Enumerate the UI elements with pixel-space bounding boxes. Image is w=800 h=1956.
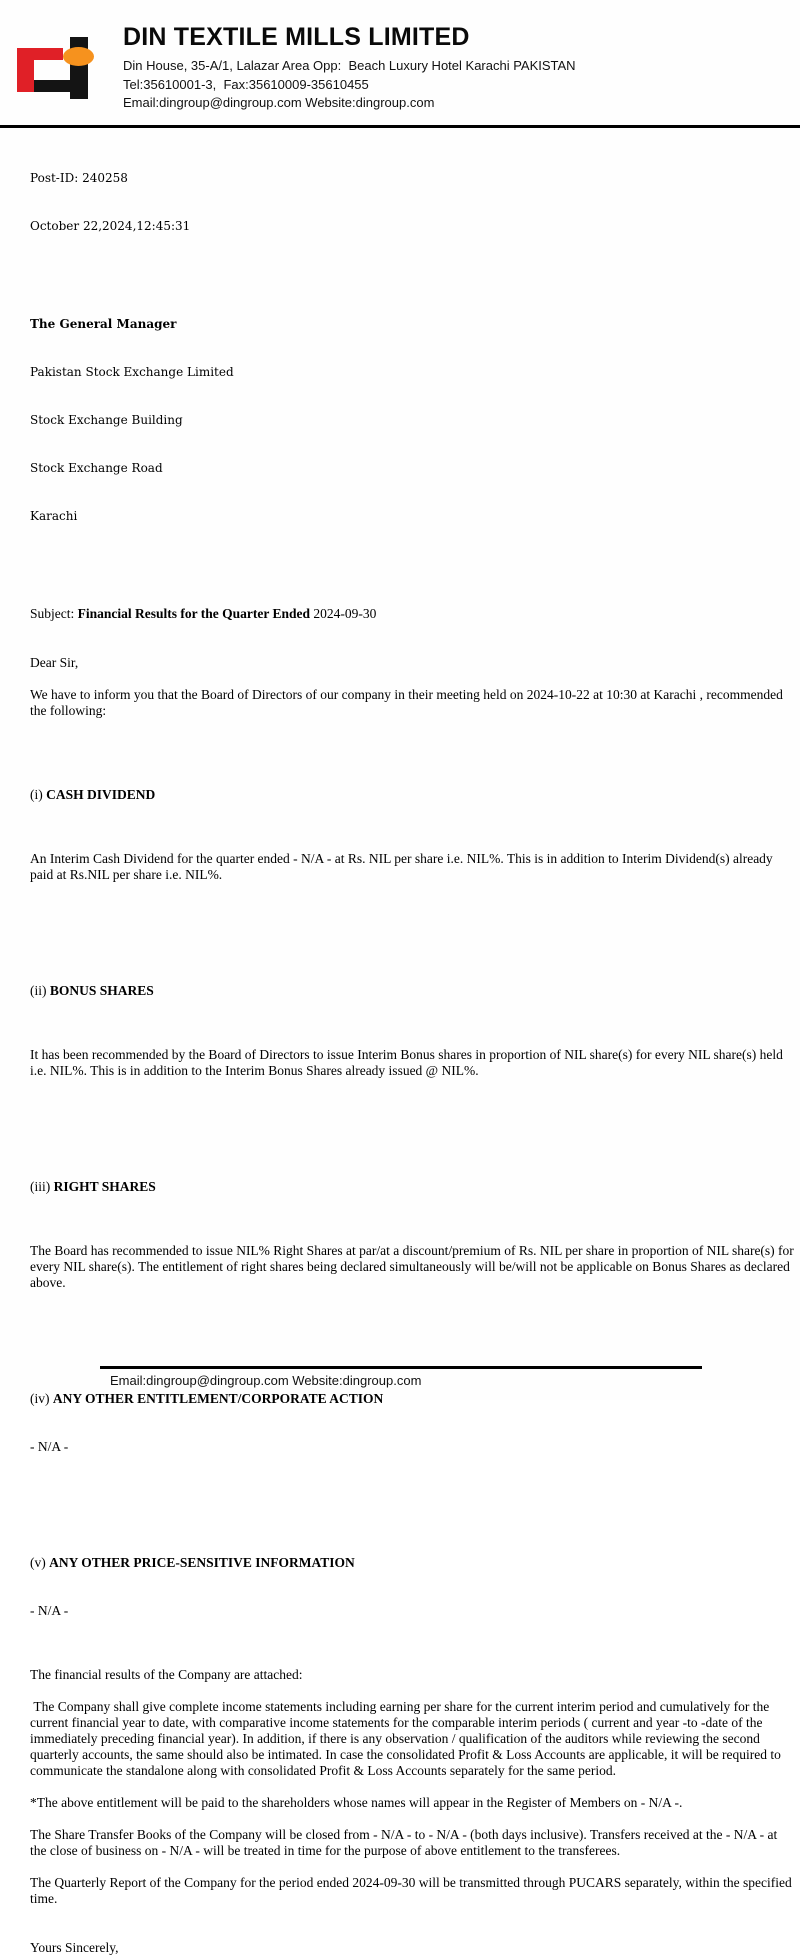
section-heading xyxy=(30,787,797,803)
recipient-line: Pakistan Stock Exchange Limited xyxy=(30,365,234,379)
section-body: - N/A - xyxy=(30,1603,69,1618)
section-price-sensitive xyxy=(30,1523,797,1651)
section-number: (i) xyxy=(30,787,43,802)
header-divider xyxy=(0,125,800,128)
section-title: BONUS SHARES xyxy=(49,983,154,998)
section-heading xyxy=(30,1391,797,1407)
closing-paragraph: The Company shall give complete income statements including earning per share for the current interim period and cumulatively for the current financial year to date, with comparative income statements for the comparable interim periods ( current and year -to -date of the immediately preceding financial year). In addition, if there is any observation / qualification of the auditors while reviewing the second quarterly accounts, the same should also be intimated. In case the consolidated Profit & Loss Accounts are applicable, it will be required to communicate the standalone along with consolidated Profit & Loss Accounts separately for the same period. xyxy=(30,1699,785,1778)
letterhead-text xyxy=(123,24,576,113)
section-number: (ii) xyxy=(30,983,47,998)
post-id: Post-ID: 240258 xyxy=(30,171,128,185)
section-title: ANY OTHER ENTITLEMENT/CORPORATE ACTION xyxy=(52,1391,384,1406)
footer-divider xyxy=(100,1366,702,1369)
section-right-shares xyxy=(30,1147,797,1323)
recipient-line: Stock Exchange Road xyxy=(30,461,163,475)
section-cash-dividend xyxy=(30,755,797,915)
footer-contact: Email:dingroup@dingroup.com Website:dingroup.com xyxy=(110,1373,422,1388)
subject-line xyxy=(30,606,797,622)
section-body: It has been recommended by the Board of Directors to issue Interim Bonus shares in proportion of NIL share(s) for every NIL share(s) held i.e. NIL%. This is in addition to the Interim Bonus Shares already issued @ NIL%. xyxy=(30,1047,787,1078)
section-body: - N/A - xyxy=(30,1439,69,1454)
recipient-line: Karachi xyxy=(30,509,78,523)
post-datetime: October 22,2024,12:45:31 xyxy=(30,219,191,233)
section-number: (iii) xyxy=(30,1179,51,1194)
logo-black-bottom-bar xyxy=(34,80,88,92)
company-logo-icon xyxy=(12,36,96,100)
letter-body xyxy=(30,138,797,1956)
post-meta xyxy=(30,138,797,266)
company-phone-fax: Tel:35610001-3, Fax:35610009-35610455 xyxy=(123,76,369,92)
signoff: Yours Sincerely, xyxy=(30,1940,119,1955)
subject-date: 2024-09-30 xyxy=(313,606,377,621)
recipient-block xyxy=(30,284,797,556)
recipient-title: The General Manager xyxy=(30,317,177,331)
section-title: ANY OTHER PRICE-SENSITIVE INFORMATION xyxy=(49,1555,355,1570)
intro-paragraph: We have to inform you that the Board of Directors of our company in their meeting held on 2024-10-22 at 10:30 at Karachi , recommended the following: xyxy=(30,687,787,718)
section-heading xyxy=(30,1179,797,1195)
section-number: (v) xyxy=(30,1555,46,1570)
company-name: DIN TEXTILE MILLS LIMITED xyxy=(123,23,470,51)
company-address: Din House, 35-A/1, Lalazar Area Opp: Beach Luxury Hotel Karachi PAKISTAN xyxy=(123,58,576,73)
section-title: CASH DIVIDEND xyxy=(46,787,156,802)
company-email-website: Email:dingroup@dingroup.com Website:dingroup.com xyxy=(123,95,435,110)
logo-red-left-bar xyxy=(17,48,34,92)
subject-label: Subject: xyxy=(30,606,75,621)
section-bonus-shares xyxy=(30,951,797,1111)
closing-paragraph: The Share Transfer Books of the Company will be closed from - N/A - to - N/A - (both days inclusive). Transfers received at the - N/A - at the close of business on - N/A - will be treated in time for the purpose of above entitlement to the transferees. xyxy=(30,1827,781,1858)
section-heading xyxy=(30,1555,797,1571)
logo-orange-dot-icon xyxy=(63,47,94,66)
salutation: Dear Sir, xyxy=(30,655,79,670)
section-heading xyxy=(30,983,797,999)
closing-paragraph: *The above entitlement will be paid to the shareholders whose names will appear in the Register of Members on - N/A -. xyxy=(30,1795,683,1810)
section-title: RIGHT SHARES xyxy=(53,1179,156,1194)
closing-paragraph: The financial results of the Company are attached: xyxy=(30,1667,303,1682)
section-body: An Interim Cash Dividend for the quarter ended - N/A - at Rs. NIL per share i.e. NIL%. This is in addition to Interim Dividend(s) already paid at Rs.NIL per share i.e. NIL%. xyxy=(30,851,777,882)
subject-text: Financial Results for the Quarter Ended xyxy=(77,606,311,621)
section-number: (iv) xyxy=(30,1391,50,1406)
letterhead xyxy=(0,0,800,125)
closing-paragraph: The Quarterly Report of the Company for the period ended 2024-09-30 will be transmitted through PUCARS separately, within the specified time. xyxy=(30,1875,796,1906)
recipient-line: Stock Exchange Building xyxy=(30,413,183,427)
section-body: The Board has recommended to issue NIL% Right Shares at par/at a discount/premium of Rs. NIL per share in proportion of NIL share(s) for every NIL share(s). The entitlement of right shares being declared simultaneously will be/will not be applicable on Bonus Shares as declared above. xyxy=(30,1243,798,1290)
